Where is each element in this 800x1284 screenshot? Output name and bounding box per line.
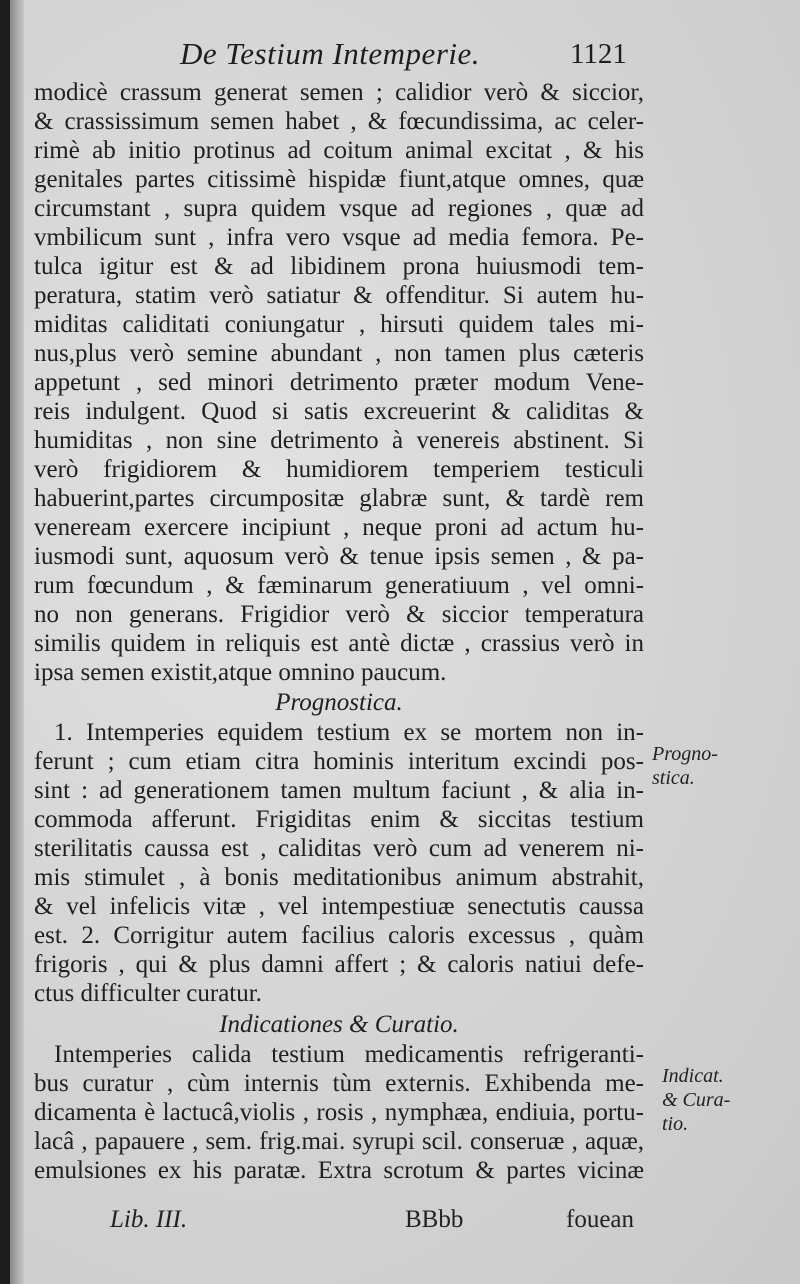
- text-line: est. 2. Corrigitur autem facilius caloris excessus , quàm: [34, 922, 644, 949]
- text-line: bus curatur , cùm internis tùm externis. Exhibenda me-: [34, 1070, 644, 1097]
- text-line: reis indulgent. Quod si satis excreuerint & caliditas &: [34, 398, 644, 425]
- text-line: appetunt , sed minori detrimento præter modum Vene-: [34, 369, 644, 396]
- running-head: De Testium Intemperie.: [180, 36, 481, 71]
- section-heading-indicationes: Indicationes & Curatio.: [219, 1011, 459, 1038]
- text-line: similis quidem in reliquis est antè dictæ , crassius verò in: [34, 630, 644, 657]
- margin-note-line: & Cura-: [662, 1089, 731, 1111]
- text-line: ferunt ; cum etiam citra hominis interitum excindi pos-: [34, 748, 644, 775]
- text-line: lacâ , papauere , sem. frig.mai. syrupi scil. conseruæ , aquæ,: [34, 1128, 644, 1155]
- text-line: ipsa semen existit,atque omnino paucum.: [34, 659, 447, 686]
- text-line: ctus difficulter curatur.: [34, 980, 262, 1007]
- catchword: fouean: [566, 1206, 635, 1233]
- body-text: [34, 78, 644, 1208]
- page-gutter-shadow: [10, 0, 24, 1284]
- margin-note-indicationes: [662, 1064, 730, 1136]
- section-heading-prognostica: Prognostica.: [275, 689, 403, 716]
- margin-note-prognostica: [652, 742, 718, 790]
- text-line: circumstant , supra quidem vsque ad regiones , quæ ad: [34, 195, 644, 222]
- text-line: genitales partes citissimè hispidæ fiunt,atque omnes, quæ: [34, 166, 644, 193]
- text-line: emulsiones ex his paratæ. Extra scrotum & partes vicinæ: [34, 1157, 644, 1184]
- page-number: 1121: [570, 38, 627, 70]
- text-line: modicè crassum generat semen ; calidior verò & siccior,: [34, 79, 644, 106]
- signature-mark: BBbb: [405, 1206, 464, 1233]
- text-line: vmbilicum sunt , infra vero vsque ad media femora. Pe-: [34, 224, 644, 251]
- margin-note-line: Indicat.: [662, 1065, 724, 1087]
- margin-note-line: tio.: [662, 1113, 689, 1135]
- text-line: dicamenta è lactucâ,violis , rosis , nymphæa, endiuia, portu-: [34, 1099, 644, 1126]
- text-line: mis stimulet , à bonis meditationibus animum abstrahit,: [34, 864, 644, 891]
- text-line: & vel infelicis vitæ , vel intempestiuæ senectutis caussa: [34, 893, 644, 920]
- text-line: veneream exercere incipiunt , neque proni ad actum hu-: [34, 514, 644, 541]
- text-line: iusmodi sunt, aquosum verò & tenue ipsis semen , & pa-: [34, 543, 644, 570]
- book-page: [10, 0, 800, 1284]
- text-line: sint : ad generationem tamen multum faciunt , & alia in-: [34, 777, 644, 804]
- text-line: habuerint,partes circumpositæ glabræ sunt, & tardè rem: [34, 485, 644, 512]
- text-line: verò frigidiorem & humidiorem temperiem testiculi: [34, 456, 644, 483]
- page-header: [10, 34, 800, 74]
- book-number: Lib. III.: [110, 1206, 188, 1233]
- margin-note-line: stica.: [652, 767, 695, 789]
- text-line: tulca igitur est & ad libidinem prona huiusmodi tem-: [34, 253, 644, 280]
- text-line: peratura, statim verò satiatur & offenditur. Si autem hu-: [34, 282, 644, 309]
- text-line: frigoris , qui & plus damni affert ; & caloris natiui defe-: [34, 951, 644, 978]
- text-line: miditas caliditati coniungatur , hirsuti quidem tales mi-: [34, 311, 644, 338]
- text-line: rimè ab initio protinus ad coitum animal excitat , & his: [34, 137, 644, 164]
- text-line: Intemperies calida testium medicamentis refrigeranti-: [54, 1041, 644, 1068]
- text-line: rum fœcundum , & fæminarum generatiuum , vel omni-: [34, 572, 644, 599]
- text-line: humiditas , non sine detrimento à venereis abstinent. Si: [34, 427, 644, 454]
- text-line: & crassissimum semen habet , & fœcundissima, ac celer-: [34, 108, 644, 135]
- text-line: 1. Intemperies equidem testium ex se mortem non in-: [54, 719, 644, 746]
- text-line: nus,plus verò semine abundant , non tamen plus cæteris: [34, 340, 644, 367]
- text-line: commoda afferunt. Frigiditas enim & siccitas testium: [34, 806, 644, 833]
- text-line: sterilitatis caussa est , caliditas verò cum ad venerem ni-: [34, 835, 644, 862]
- page-footer: [10, 1206, 800, 1246]
- margin-note-line: Progno-: [652, 743, 718, 765]
- text-line: no non generans. Frigidior verò & siccior temperatura: [34, 601, 644, 628]
